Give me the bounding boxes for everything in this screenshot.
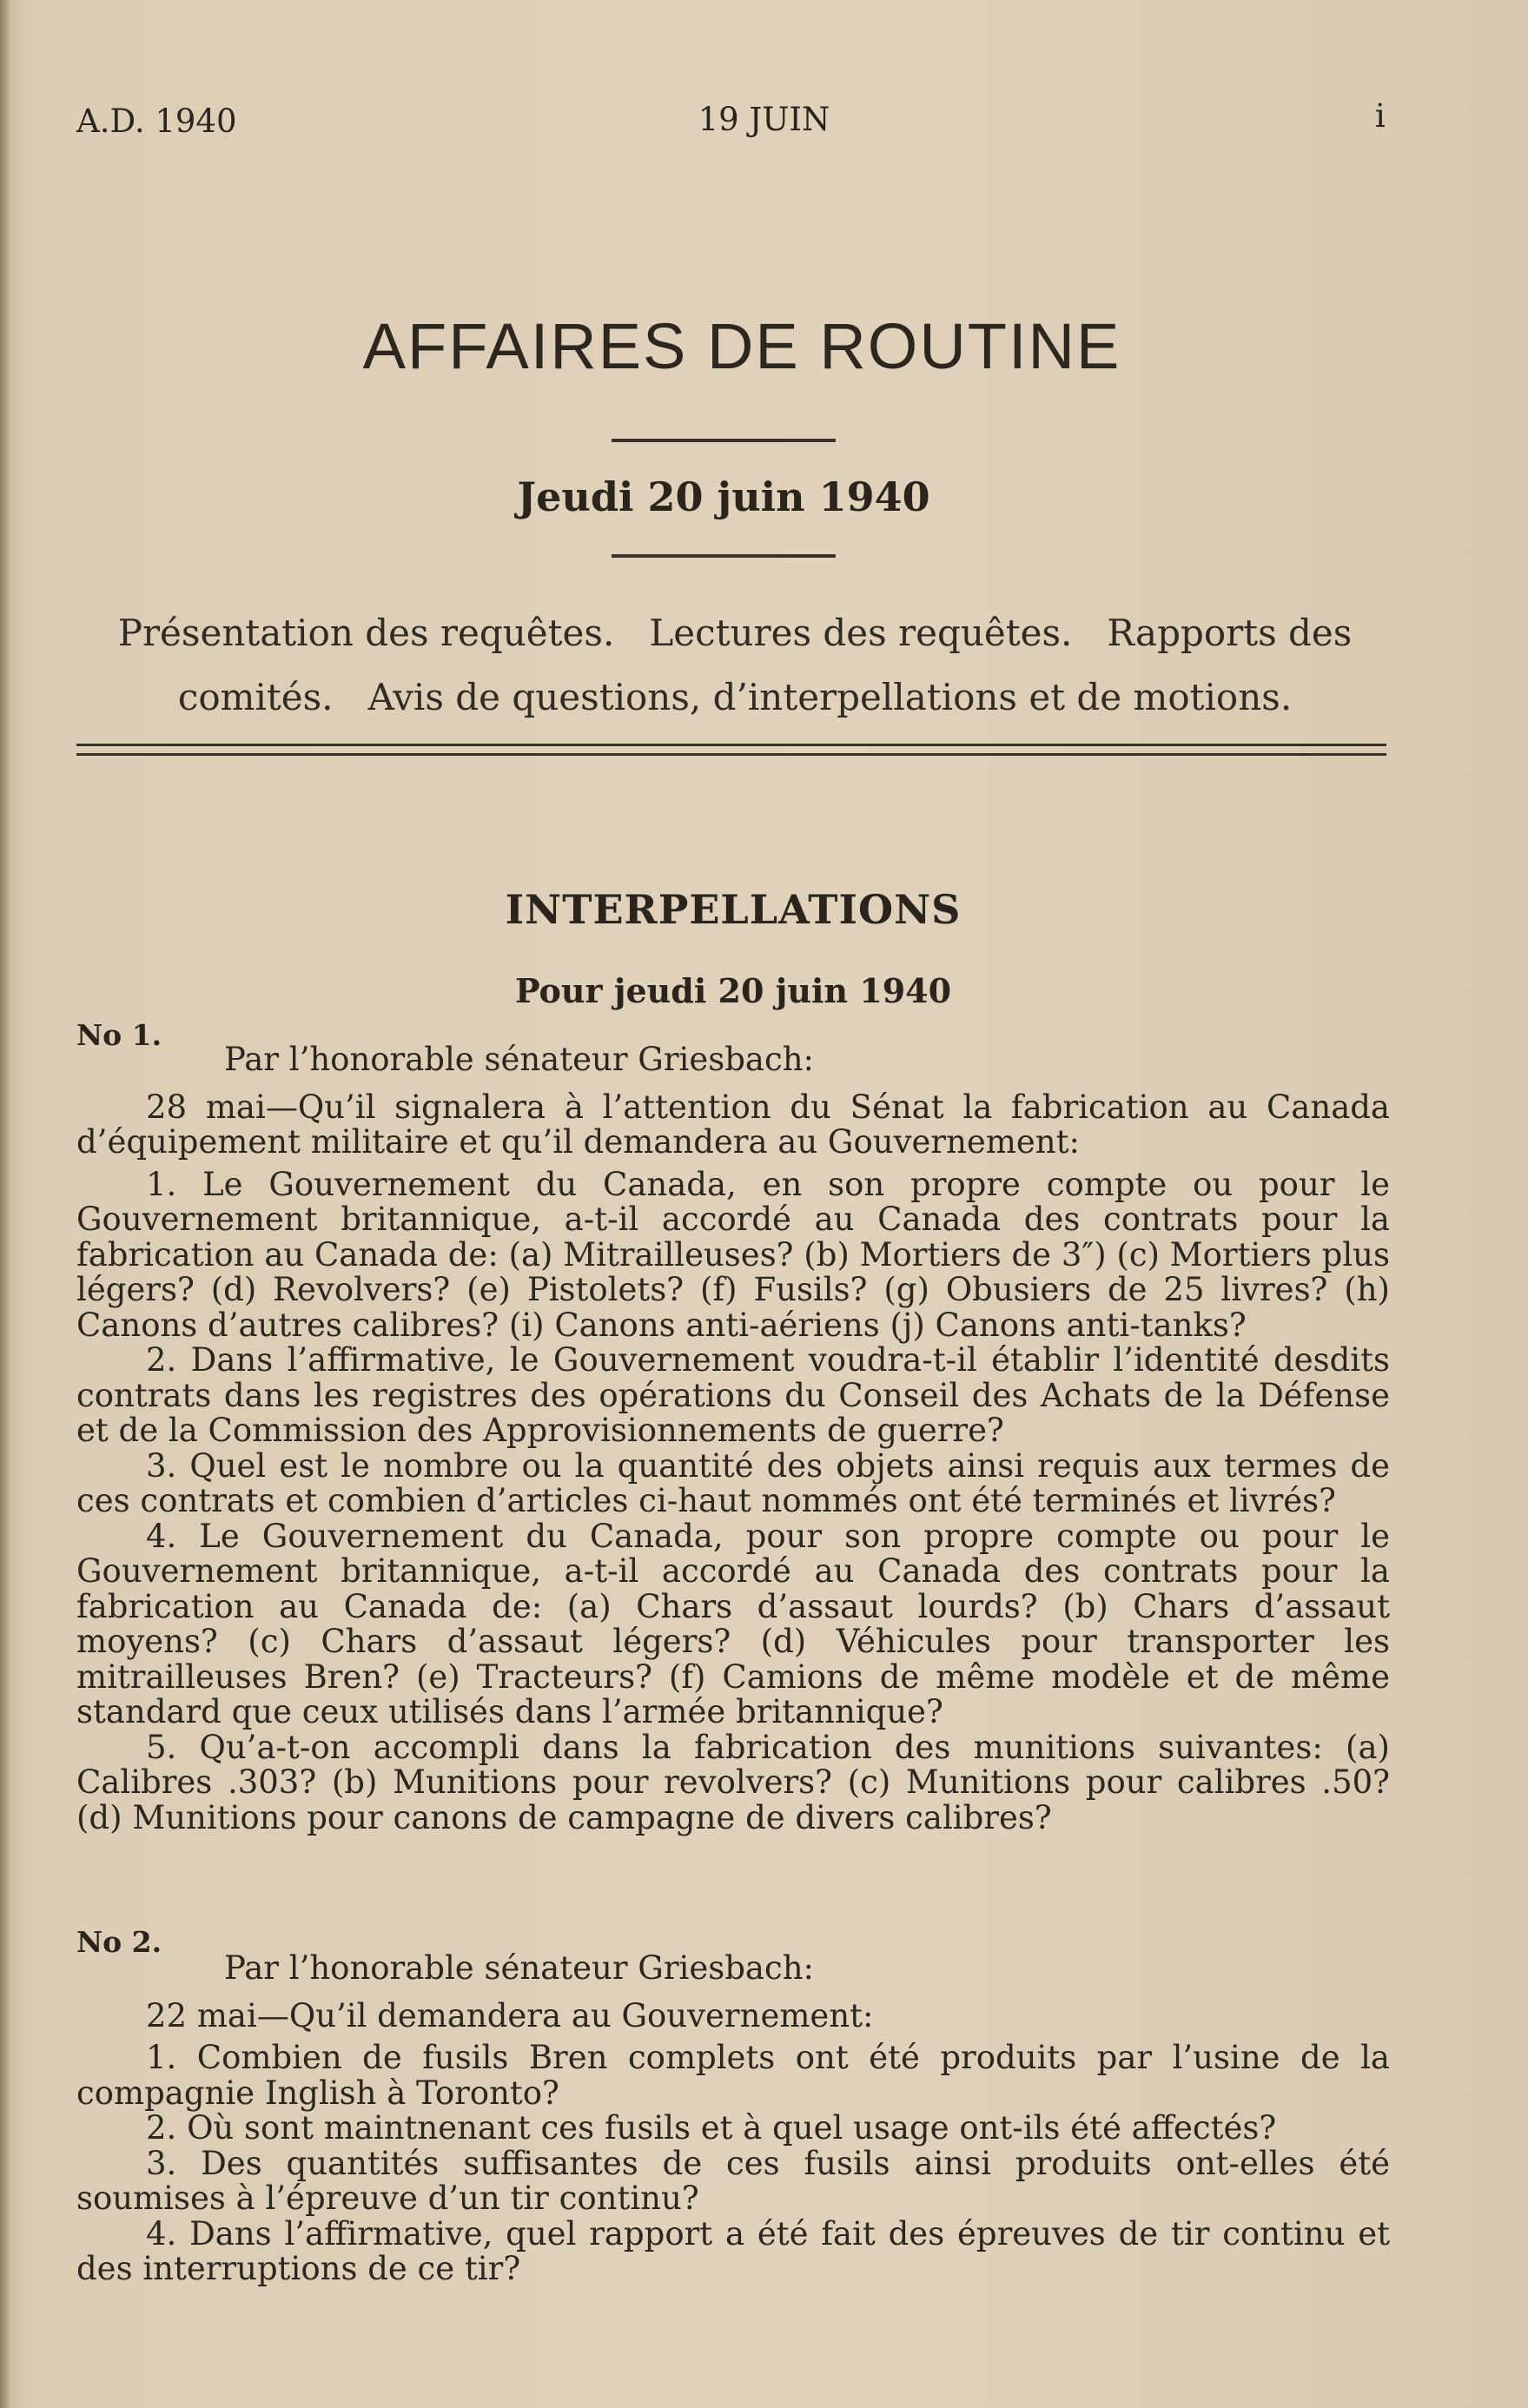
item-2-text bbox=[76, 1951, 1390, 2287]
item-1-question-2: 2. Dans l’affirmative, le Gouvernement voudra-t-il établir l’identité desdits contrats dans les registres des opérations du Conseil des Achats de la Défense et de la Commission des Approvisionnements de guerre? bbox=[76, 1341, 1390, 1449]
item-2-sponsor: Par l’honorable sénateur Griesbach: bbox=[224, 1949, 815, 1987]
routine-line-1: Présentation des requêtes. Lectures des requêtes. Rapports des bbox=[117, 612, 1353, 654]
item-1-question-3: 3. Quel est le nombre ou la quantité des objets ainsi requis aux termes de ces contrats et combien d’articles ci-haut nommés ont été terminés et livrés? bbox=[76, 1446, 1390, 1519]
item-1-intro: 28 mai—Qu’il signalera à l’attention du Sénat la fabrication au Canada d’équipement militaire et qu’il demandera au Gouvernement: bbox=[76, 1088, 1390, 1161]
item-1-sponsor: Par l’honorable sénateur Griesbach: bbox=[224, 1041, 815, 1078]
page-title: AFFAIRES DE ROUTINE bbox=[362, 310, 1121, 382]
item-2-question-1: 1. Combien de fusils Bren complets ont été produits par l’usine de la compagnie Inglish à Toronto? bbox=[76, 2039, 1390, 2112]
item-2-question-2: 2. Où sont maintnenant ces fusils et à quel usage ont-ils été affectés? bbox=[146, 2109, 1277, 2147]
header-year: A.D. 1940 bbox=[76, 103, 237, 140]
item-2-question-3: 3. Des quantités suffisantes de ces fusils ainsi produits ont-elles été soumises à l’épreuve d’un tir continu? bbox=[76, 2144, 1390, 2217]
item-2-question-4: 4. Dans l’affirmative, quel rapport a été fait des épreuves de tir continu et des interruptions de ce tir? bbox=[76, 2214, 1390, 2287]
header-date: 19 JUIN bbox=[698, 101, 830, 138]
routine-business bbox=[76, 601, 1393, 730]
item-1-question-5: 5. Qu’a-t-on accompli dans la fabrication des munitions suivantes: (a) Calibres .303? (b) Munitions pour revolvers? (c) Munitions pour calibres .50? (d) Munitions pour canons de campagne de divers calibres? bbox=[76, 1728, 1390, 1836]
item-1-question-1: 1. Le Gouvernement du Canada, en son propre compte ou pour le Gouvernement britannique, a-t-il accordé au Canada des contrats pour la fabrication au Canada de: (a) Mitrailleuses? (b) Mortiers de 3″) (c) Mortiers plus légers? (d) Revolvers? (e) Pistolets? (f) Fusils? (g) Obusiers de 25 livres? (h) Canons d’autres calibres? (i) Canons anti-aériens (j) Canons anti-tanks? bbox=[76, 1165, 1390, 1344]
section-divider bbox=[76, 744, 1386, 756]
item-1-text bbox=[76, 1042, 1390, 1836]
section-title: INTERPELLATIONS bbox=[505, 886, 962, 933]
item-2-intro: 22 mai—Qu’il demandera au Gouvernement: bbox=[146, 1996, 874, 2034]
date-heading: Jeudi 20 juin 1940 bbox=[517, 473, 930, 520]
title-rule-bottom bbox=[612, 554, 836, 558]
item-number-1: No 1. bbox=[76, 1018, 162, 1052]
routine-line-2: comités. Avis de questions, d’interpellations et de motions. bbox=[177, 676, 1293, 718]
page-number: i bbox=[1375, 97, 1386, 135]
title-rule-top bbox=[612, 439, 836, 442]
item-1-question-4: 4. Le Gouvernement du Canada, pour son propre compte ou pour le Gouvernement britannique, a-t-il accordé au Canada des contrats pour la fabrication au Canada de: (a) Chars d’assaut lourds? (b) Chars d’assaut moyens? (c) Chars d’assaut légers? (d) Véhicules pour transporter les mitrailleuses Bren? (e) Tracteurs? (f) Camions de même modèle et de même standard que ceux utilisés dans l’armée britannique? bbox=[76, 1517, 1390, 1730]
item-number-2: No 2. bbox=[76, 1925, 162, 1959]
section-date: Pour jeudi 20 juin 1940 bbox=[514, 971, 952, 1010]
